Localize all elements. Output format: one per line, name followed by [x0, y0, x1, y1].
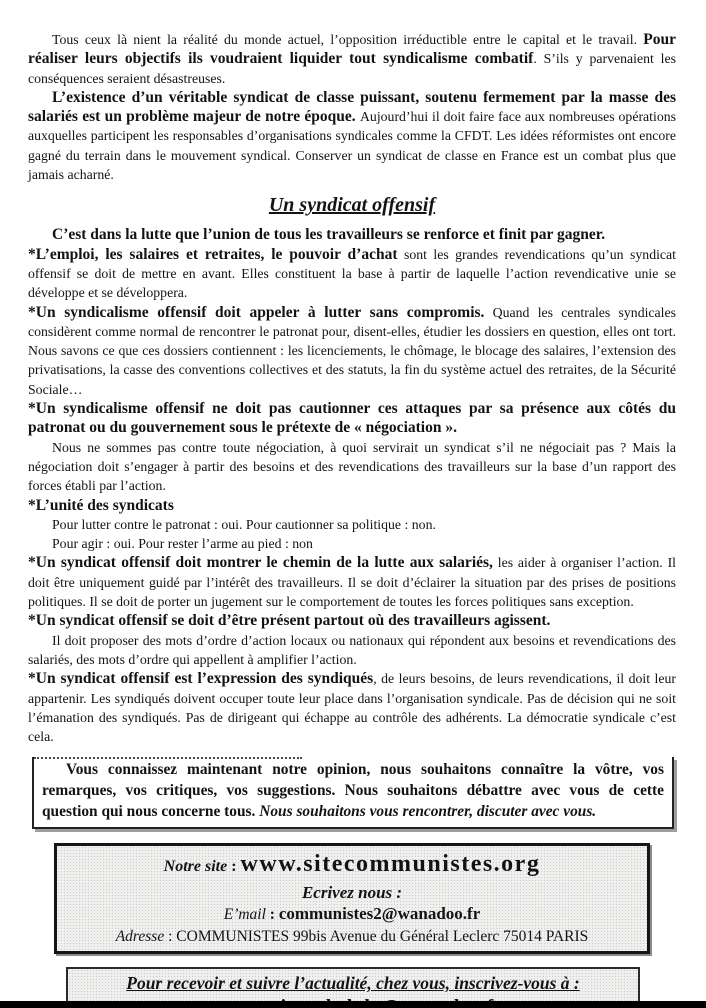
body-line-patronat [28, 515, 676, 534]
email-separator: : [265, 906, 279, 924]
subscribe-instruction: Pour recevoir et suivre l’actualité, chez vous, inscrivez-vous à : [126, 973, 580, 994]
email-line [63, 903, 641, 926]
text-segment: Tous ceux là nient la réalité du monde actuel, l’opposition irréductible entre le capital et le travail. [52, 32, 644, 47]
text-segment: Nous ne sommes pas contre toute négociation, à quoi servirait un syndicat s’il ne négociait pas ? Mais la négociation doit s’engager à partir des besoins et des revendications des travailleurs sur la base d’un rapport des forces établi par l’action. [28, 439, 676, 494]
text-segment: *L’emploi, les salaires et retraites, le pouvoir d’achat [28, 245, 398, 263]
text-segment: Pour lutter contre le patronat : oui. Pour cautionner sa politique : non. [52, 516, 436, 532]
text-segment: . S’ils y parvenaient les conséquences seraient désastreuses. [28, 51, 676, 86]
address-line [63, 926, 641, 947]
text-segment: Nous souhaitons vous rencontrer, discuter avec vous. [259, 802, 597, 820]
text-segment: Aujourd’hui il doit faire face aux nombreuses opérations auxquelles participent les responsables d’organisations syndicales comme la CFDT. Les idées réformistes ont encore gagné du terrain dans le mouvement syndical. Conserver un syndicat de classe en France est un combat plus que jamais acharné. [28, 109, 676, 183]
text-segment: , de leurs besoins, de leurs revendications, il doit leur appartenir. Les syndiqués doivent occuper toute leur place dans l’organisation syndicale. Pas de décision qui ne soit l’émanation des syndiqués. Pas de dirigeant qui échappe au contrôle des adhérents. La démocratie syndicale c’est cela. [28, 671, 676, 745]
text-segment: les aider à organiser l’action. Il doit être uniquement guidé par l’intérêt des travailleurs. Il se doit d’éclairer la situation par des prises de positions politiques. Il se doit de porter un jugement sur le comportement de toutes les forces politiques sans exception. [28, 555, 677, 610]
text-segment: *Un syndicat offensif se doit d’être présent partout où des travailleurs agissent. [28, 612, 551, 630]
body-paragraph-cautionner [28, 399, 676, 438]
intro-paragraph-2 [28, 88, 676, 184]
body-paragraph-present [28, 611, 676, 630]
intro-paragraph-1 [28, 30, 676, 88]
website-separator: : [227, 858, 241, 876]
address-separator: : [164, 928, 177, 946]
text-segment: Il doit proposer des mots d’ordre d’action locaux ou nationaux qui répondent aux besoins et revendications des salariés, des mots d’ordre qui appellent à amplifier l’action. [28, 632, 676, 667]
body-paragraph-compromis [28, 303, 676, 399]
opinion-box [32, 757, 674, 829]
text-segment: L’existence d’un véritable syndicat de classe puissant, soutenu fermement par la masse des salariés est un problème majeur de notre époque. [28, 88, 676, 126]
write-us-line: Ecrivez nous : [301, 883, 403, 903]
body-paragraph-slogan [28, 225, 676, 244]
body-paragraph-chemin [28, 553, 676, 611]
text-segment: *Un syndicalisme offensif ne doit pas cautionner ces attaques par sa présence aux côtés du patronat ou du gouvernement sous le prétexte de « négociation ». [28, 400, 676, 437]
body-paragraph-emploi [28, 245, 676, 303]
email-address: communistes2@wanadoo.fr [278, 904, 481, 924]
website-label: Notre site [163, 858, 228, 876]
body-paragraph-syndiques [28, 669, 676, 746]
text-segment: sont les grandes revendications qu’un syndicat offensif se doit de mettre en avant. Elles constituent la base à partir de laquelle l’action revendicative unie se développe et se développera. [28, 246, 677, 301]
website-url: www.sitecommunistes.org [240, 851, 541, 878]
text-segment: Vous connaissez maintenant notre opinion, nous souhaitons connaître la vôtre, vos remarques, vos critiques, vos suggestions. Nous souhaitons débattre avec vous de cette question qui nous concerne tous. [42, 761, 664, 820]
address-label: Adresse [115, 928, 165, 946]
address-value: COMMUNISTES 99bis Avenue du Général Leclerc 75014 PARIS [176, 928, 589, 946]
text-segment: Pour réaliser leurs objectifs ils voudraient liquider tout syndicalisme combatif [28, 31, 676, 68]
email-label: E’mail [223, 906, 266, 924]
contact-box [54, 843, 650, 954]
body-paragraph-negociation [28, 438, 676, 496]
text-segment: *L’unité des syndicats [28, 496, 174, 514]
website-line [63, 849, 641, 882]
text-segment: C’est dans la lutte que l’union de tous les travailleurs se renforce et finit par gagner. [52, 226, 606, 244]
body-line-agir [28, 534, 676, 553]
text-segment: Pour agir : oui. Pour rester l’arme au pied : non [52, 536, 313, 552]
text-segment: *Un syndicat offensif est l’expression des syndiqués [28, 670, 374, 688]
section-title: Un syndicat offensif [268, 194, 436, 217]
body-paragraph-mots-ordre [28, 631, 676, 670]
text-segment: *Un syndicalisme offensif doit appeler à lutter sans compromis. [28, 303, 485, 321]
text-segment: *Un syndicat offensif doit montrer le chemin de la lutte aux salariés, [28, 554, 493, 572]
page-bottom-bar [0, 1001, 706, 1008]
text-segment: Quand les centrales syndicales considèrent comme normal de rencontrer le patronat pour, disent-elles, étudier les dossiers en question, elles ont tort. Nous savons ce que ces dossiers contiennent : les licenciements, le chômage, le blocage des salaires, l’extension des privatisations, la casse des conventions collectives et des statuts, la fin du système actuel des retraites, de la Sécurité Sociale… [28, 304, 676, 397]
opinion-text [42, 760, 664, 822]
body-heading-unite [28, 496, 676, 515]
